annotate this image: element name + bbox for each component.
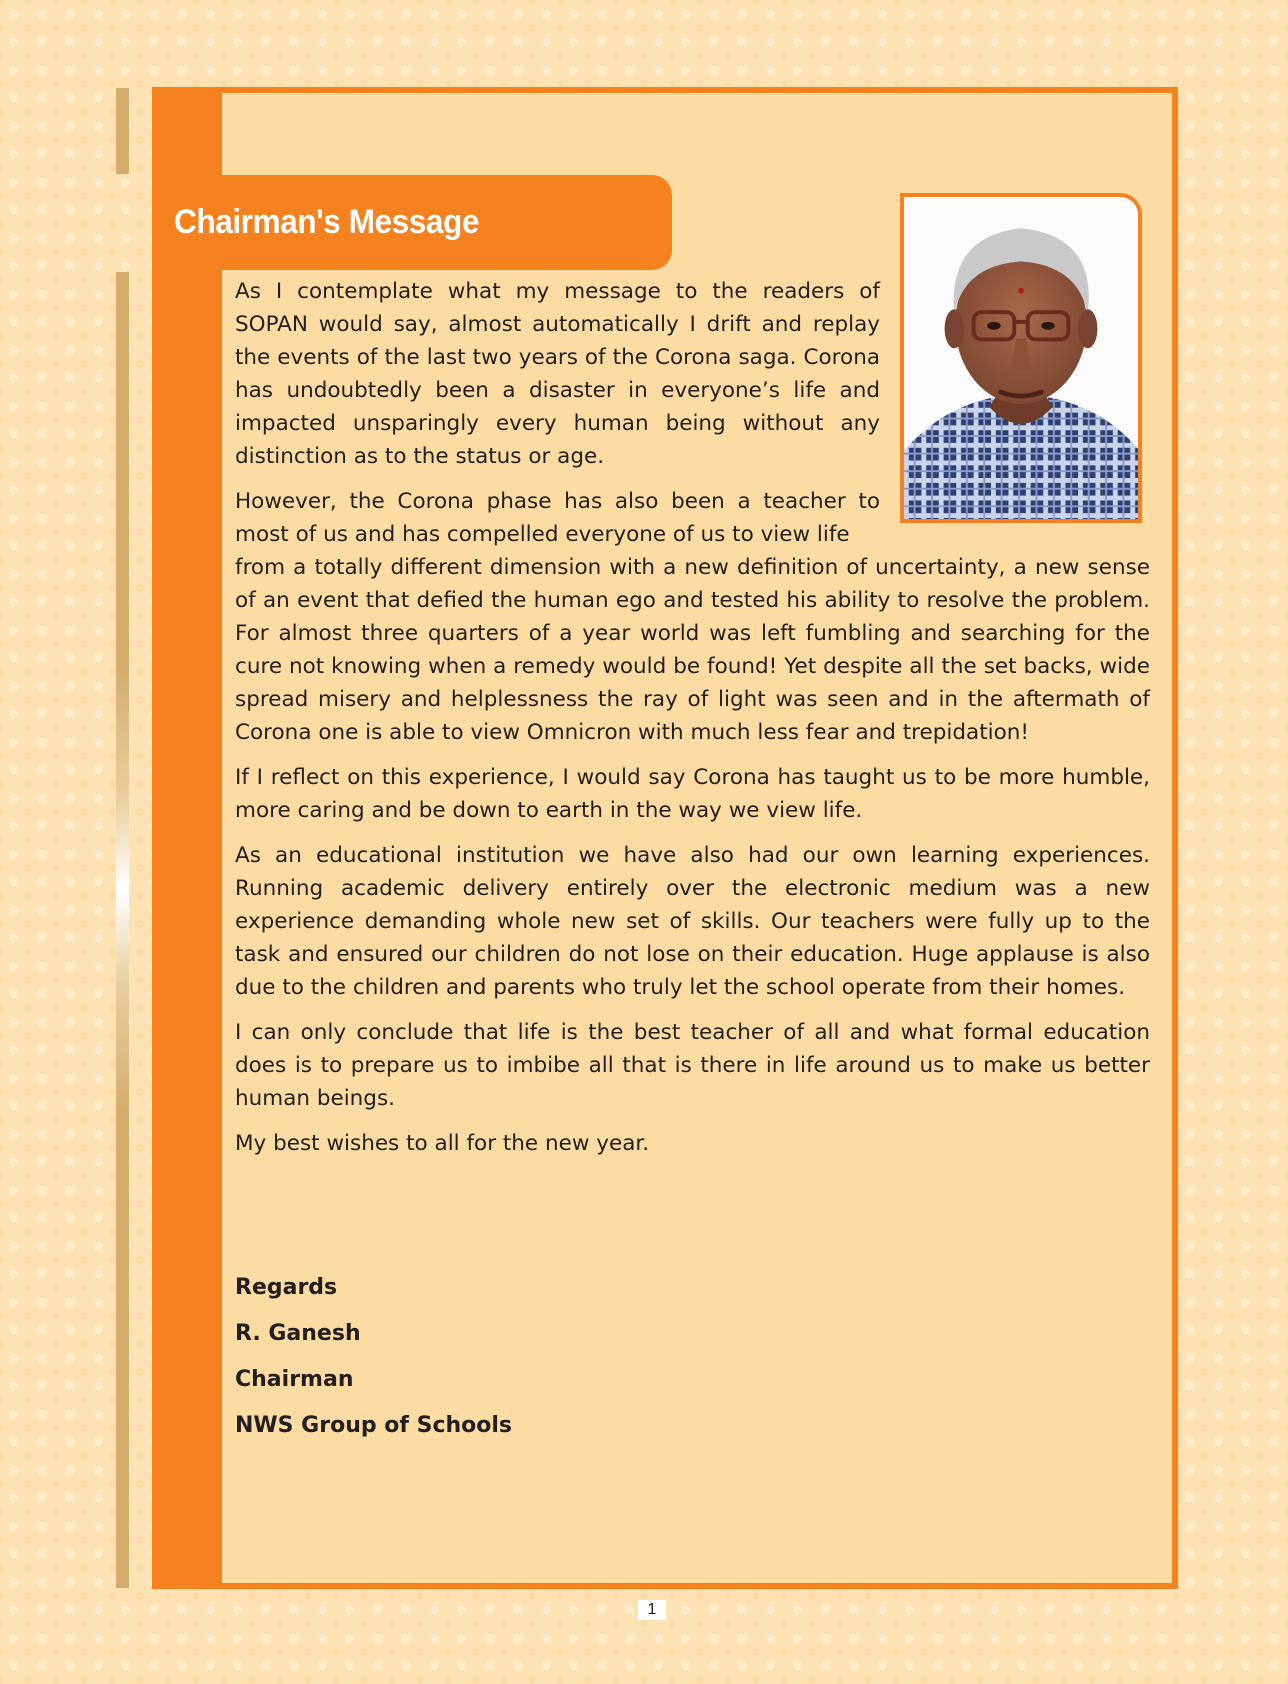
paragraph: My best wishes to all for the new year. [235,1131,650,1156]
side-decoration-bar [116,272,129,1588]
paragraph: As I contemplate what my message to the readers of SOPAN would say, almost automatically I drift and replay the events of the last two years of the Corona saga. Corona has undoubtedly been a disaster in everyone’s life and impacted unsparingly every human being without any distinction as to the status or age. [235,279,880,469]
paragraph: If I reflect on this experience, I would say Corona has taught us to be more humble, more caring and be down to earth in the way we view life. [235,765,1150,823]
paragraph: However, the Corona phase has also been a teacher to most of us and has compelled everyone of us to view life [235,489,880,547]
signature-block [235,1272,512,1456]
signature-name: R. Ganesh [235,1321,361,1346]
signature-regards: Regards [235,1275,338,1300]
signature-designation: Chairman [235,1367,354,1392]
paragraph: I can only conclude that life is the best teacher of all and what formal education does is to prepare us to imbibe all that is there in life around us to make us better human beings. [235,1020,1150,1111]
page-number: 1 [638,1600,666,1620]
page-title: Chairman's Message [174,203,479,241]
message-body [235,275,1150,1172]
signature-organization: NWS Group of Schools [235,1413,513,1438]
paragraph: from a totally different dimension with a new definition of uncertainty, a new sense of an event that defied the human ego and tested his ability to resolve the problem. For almost three quarters of a year world was left fumbling and searching for the cure not knowing when a remedy would be found! Yet despite all the set backs, wide spread misery and helplessness the ray of light was seen and in the aftermath of Corona one is able to view Omnicron with much less fear and trepidation! [235,555,1150,745]
side-decoration-bar-top [116,88,129,174]
orange-side-strip [152,87,222,1589]
paragraph: As an educational institution we have also had our own learning experiences. Running academic delivery entirely over the electronic medium was a new experience demanding whole new set of skills. Our teachers were fully up to the task and ensured our children do not lose on their education. Huge applause is also due to the children and parents who truly let the school operate from their homes. [235,843,1150,1000]
